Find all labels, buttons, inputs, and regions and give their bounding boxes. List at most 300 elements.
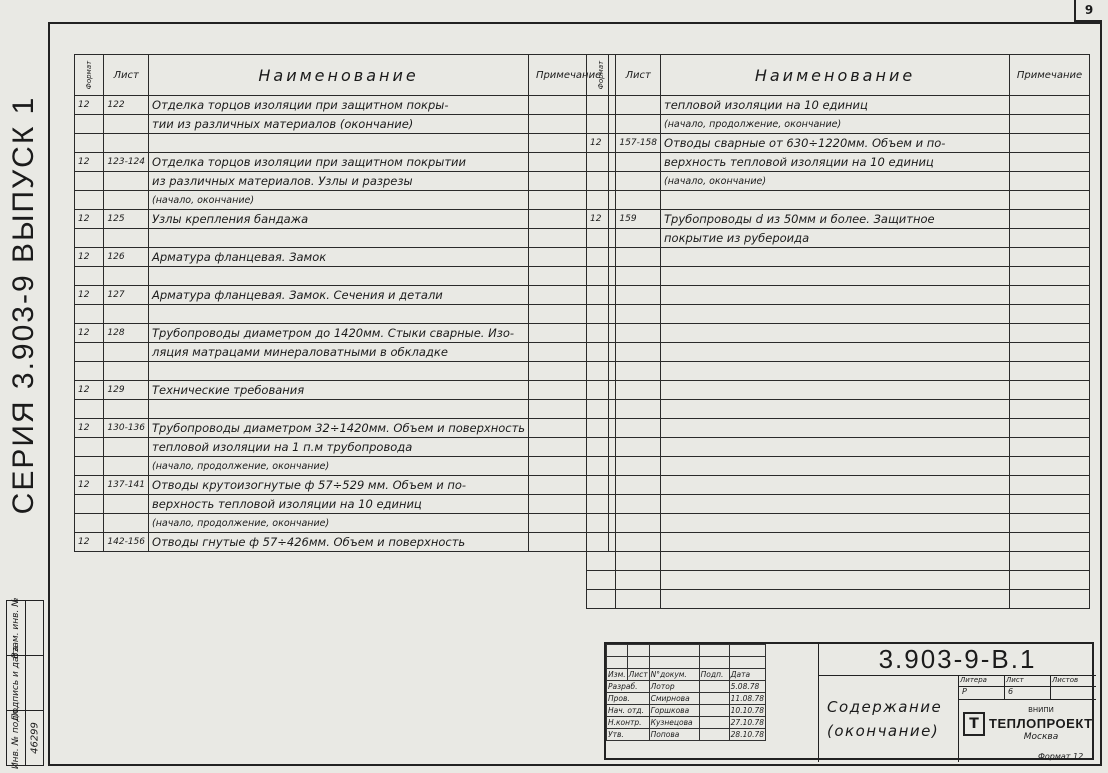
sig-person: Кузнецова (649, 717, 699, 729)
row-sheet (104, 229, 149, 248)
stamp-vzam: Взам. инв. № (7, 601, 43, 656)
table-row (587, 172, 1090, 191)
row-name (661, 495, 1010, 514)
row-format (587, 476, 616, 495)
title-block (604, 642, 1094, 760)
row-sheet (104, 191, 149, 210)
row-format (587, 229, 616, 248)
row-format (75, 134, 104, 153)
row-sheet (616, 552, 661, 571)
row-sheet (616, 248, 661, 267)
row-sheet (616, 533, 661, 552)
sig-date: 28.10.78 (730, 730, 765, 739)
sig-cell (729, 657, 765, 669)
row-name: Отводы крутоизогнутые ф 57÷529 мм. Объем и по- (149, 476, 529, 495)
table-row (587, 533, 1090, 552)
table-row (587, 419, 1090, 438)
row-sheet (104, 267, 149, 286)
row-sheet (104, 457, 149, 476)
row-format (587, 533, 616, 552)
row-sheet (616, 343, 661, 362)
table-row (587, 248, 1090, 267)
row-name (661, 343, 1010, 362)
row-name (661, 552, 1010, 571)
row-name (661, 419, 1010, 438)
row-name (661, 457, 1010, 476)
sig-cell (607, 657, 628, 669)
row-sheet (104, 134, 149, 153)
row-format (587, 153, 616, 172)
row-note (1010, 476, 1090, 495)
row-format (587, 381, 616, 400)
stage-block (958, 676, 1096, 762)
row-name: верхность тепловой изоляции на 10 единиц (149, 495, 529, 514)
row-name: ляция матрацами минераловатными в обкладке (149, 343, 529, 362)
table-row (75, 343, 609, 362)
title-line-2: (окончание) (827, 722, 940, 740)
sig-person: Попова (649, 729, 699, 741)
row-sheet: 125 (104, 210, 149, 229)
table-row (587, 153, 1090, 172)
row-format (587, 552, 616, 571)
row-name (661, 438, 1010, 457)
sig-header-cell: N°докум. (649, 669, 699, 681)
stage-value: Р (959, 687, 1005, 699)
row-note (1010, 286, 1090, 305)
row-sheet (616, 115, 661, 134)
side-label (0, 90, 48, 520)
row-sheet: 159 (616, 210, 661, 229)
row-note (1010, 324, 1090, 343)
row-format: 12 (75, 419, 104, 438)
row-note (1010, 343, 1090, 362)
table-row (587, 400, 1090, 419)
table-row (75, 96, 609, 115)
row-name: из различных материалов. Узлы и разрезы (149, 172, 529, 191)
row-name (149, 229, 529, 248)
row-format (587, 457, 616, 476)
row-format: 12 (75, 324, 104, 343)
row-format: 12 (75, 533, 104, 552)
row-format: 12 (75, 286, 104, 305)
sig-role: Нач. отд. (607, 705, 650, 717)
row-format (587, 362, 616, 381)
row-note (1010, 172, 1090, 191)
table-row (587, 305, 1090, 324)
table-row (75, 495, 609, 514)
table-row (75, 400, 609, 419)
row-name (661, 571, 1010, 590)
row-note (1010, 267, 1090, 286)
left-stamp (6, 597, 44, 769)
table-row (587, 115, 1090, 134)
row-sheet (616, 457, 661, 476)
table-row (587, 286, 1090, 305)
row-sheet (616, 438, 661, 457)
row-name: (начало, продолжение, окончание) (149, 514, 529, 533)
col-note: Примечание (529, 55, 609, 96)
sig-cell (649, 657, 699, 669)
row-format: 12 (75, 248, 104, 267)
row-note (1010, 552, 1090, 571)
row-format: 12 (75, 96, 104, 115)
row-name: верхность тепловой изоляции на 10 единиц (661, 153, 1010, 172)
row-sheet (616, 419, 661, 438)
row-note (1010, 438, 1090, 457)
sig-cell (729, 645, 765, 657)
sig-cell (649, 645, 699, 657)
row-format (587, 248, 616, 267)
table-row (587, 514, 1090, 533)
row-sheet: 122 (104, 96, 149, 115)
sig-role: Н.контр. (607, 717, 650, 729)
row-format (587, 438, 616, 457)
org-name: ТЕПЛОПРОЕКТ (989, 716, 1093, 731)
org-prefix: ВНИПИ (1028, 706, 1054, 714)
row-name: Технические требования (149, 381, 529, 400)
row-note (1010, 229, 1090, 248)
row-format (75, 495, 104, 514)
row-name: тепловой изоляции на 1 п.м трубопровода (149, 438, 529, 457)
col-name: Наименование (149, 55, 529, 96)
row-name (661, 400, 1010, 419)
table-row (75, 419, 609, 438)
row-sheet (616, 590, 661, 609)
row-format (587, 590, 616, 609)
table-row (587, 438, 1090, 457)
sig-header-cell: Подп. (699, 669, 729, 681)
row-name (661, 381, 1010, 400)
row-note (1010, 571, 1090, 590)
table-row (587, 96, 1090, 115)
row-sheet (104, 362, 149, 381)
sig-date: 27.10.78 (730, 718, 765, 727)
row-format (587, 419, 616, 438)
row-sheet (616, 305, 661, 324)
table-row (587, 571, 1090, 590)
row-note (1010, 419, 1090, 438)
row-note (1010, 514, 1090, 533)
sig-role: Разраб. (607, 681, 650, 693)
row-name (661, 286, 1010, 305)
row-format (75, 457, 104, 476)
row-note (1010, 191, 1090, 210)
series-label: СЕРИЯ 3.903-9 ВЫПУСК 1 (7, 95, 40, 515)
row-sheet (104, 343, 149, 362)
row-name (661, 305, 1010, 324)
row-format: 12 (587, 134, 616, 153)
row-format (75, 362, 104, 381)
row-format (75, 438, 104, 457)
table-row (75, 248, 609, 267)
row-format: 12 (75, 381, 104, 400)
table-row (75, 134, 609, 153)
row-format (587, 191, 616, 210)
signature-table (606, 644, 766, 741)
table-row (587, 552, 1090, 571)
row-name (149, 305, 529, 324)
table-row (587, 590, 1090, 609)
row-name: Трубопроводы диаметром до 1420мм. Стыки сварные. Изо- (149, 324, 529, 343)
row-name: Узлы крепления бандажа (149, 210, 529, 229)
row-name: тии из различных материалов (окончание) (149, 115, 529, 134)
col-note: Примечание (1010, 55, 1090, 96)
row-sheet (104, 172, 149, 191)
sig-date: 5.08.78 (729, 681, 765, 693)
row-format (587, 324, 616, 343)
row-sheet (104, 438, 149, 457)
table-row (587, 457, 1090, 476)
row-name: (начало, продолжение, окончание) (149, 457, 529, 476)
sig-cell (607, 645, 628, 657)
sig-person: Горшкова (649, 705, 699, 717)
row-format (587, 571, 616, 590)
table-row (75, 172, 609, 191)
table-row (75, 153, 609, 172)
sig-person: Смирнова (649, 693, 699, 705)
row-sheet (616, 191, 661, 210)
col-name: Наименование (661, 55, 1010, 96)
sheet-title (818, 676, 958, 762)
table-row (75, 476, 609, 495)
table-row (75, 115, 609, 134)
row-format (587, 115, 616, 134)
row-sheet: 128 (104, 324, 149, 343)
row-sheet (616, 153, 661, 172)
row-sheet (616, 324, 661, 343)
table-row (75, 362, 609, 381)
row-sheet (104, 514, 149, 533)
org-city: Москва (1023, 732, 1059, 742)
table-row (75, 286, 609, 305)
row-note (1010, 400, 1090, 419)
row-note (1010, 248, 1090, 267)
stamp-inv: Инв. № подл. 46299 (11, 706, 41, 769)
table-row (587, 229, 1090, 248)
row-name: Трубопроводы диаметром 32÷1420мм. Объем и поверхность (149, 419, 529, 438)
row-sheet (104, 495, 149, 514)
table-row (587, 362, 1090, 381)
table-row (75, 229, 609, 248)
row-name: покрытие из рубероида (661, 229, 1010, 248)
row-note (1010, 381, 1090, 400)
row-sheet: 142-156 (104, 533, 149, 552)
row-format (75, 172, 104, 191)
sheet-label: Лист (1005, 676, 1051, 686)
col-format: Формат (587, 55, 616, 96)
row-format: 12 (75, 476, 104, 495)
row-sheet (104, 305, 149, 324)
table-row (587, 191, 1090, 210)
page-number: 9 (1074, 0, 1102, 22)
sig-signature (699, 693, 729, 705)
sig-signature (699, 729, 729, 741)
row-name: (начало, продолжение, окончание) (661, 115, 1010, 134)
sig-cell (699, 645, 729, 657)
row-sheet (616, 400, 661, 419)
table-row (75, 457, 609, 476)
document-code: 3.903-9-В.1 (818, 644, 1096, 676)
row-note (1010, 533, 1090, 552)
table-row (75, 305, 609, 324)
row-format (75, 229, 104, 248)
row-sheet (616, 495, 661, 514)
row-sheet (616, 267, 661, 286)
row-note (1010, 305, 1090, 324)
row-format (75, 343, 104, 362)
row-format (587, 495, 616, 514)
stamp-sign: Подпись и дата (7, 656, 43, 711)
sig-signature (699, 717, 729, 729)
row-sheet: 157-158 (616, 134, 661, 153)
sig-cell (699, 657, 729, 669)
table-row (587, 267, 1090, 286)
row-format (587, 514, 616, 533)
row-note (1010, 153, 1090, 172)
row-name (149, 134, 529, 153)
row-sheet (616, 362, 661, 381)
row-format: 12 (75, 153, 104, 172)
sig-person: Лотор (649, 681, 699, 693)
row-format (75, 305, 104, 324)
row-name (149, 362, 529, 381)
row-format (587, 400, 616, 419)
sheet-value: 6 (1005, 687, 1051, 699)
table-row (587, 381, 1090, 400)
row-name: Трубопроводы d из 50мм и более. Защитное (661, 210, 1010, 229)
row-sheet: 130-136 (104, 419, 149, 438)
row-format (587, 286, 616, 305)
row-note (1010, 457, 1090, 476)
row-name (661, 267, 1010, 286)
table-row (75, 267, 609, 286)
sig-header-cell: Лист (628, 670, 648, 679)
row-sheet (616, 571, 661, 590)
row-format (587, 343, 616, 362)
row-name (661, 248, 1010, 267)
organization (963, 704, 1093, 744)
row-name (661, 533, 1010, 552)
sheets-label: Листов (1052, 676, 1079, 684)
row-sheet: 127 (104, 286, 149, 305)
row-sheet (616, 172, 661, 191)
row-note (1010, 495, 1090, 514)
table-row (75, 210, 609, 229)
row-name: (начало, окончание) (661, 172, 1010, 191)
row-name: Арматура фланцевая. Замок (149, 248, 529, 267)
row-sheet (616, 286, 661, 305)
row-sheet: 129 (104, 381, 149, 400)
row-sheet: 137-141 (104, 476, 149, 495)
row-name (661, 191, 1010, 210)
contents-table-right (586, 54, 1090, 609)
format-label: Формат 12 (1038, 752, 1084, 761)
sig-date: 11.08.78 (730, 694, 765, 703)
sig-role: Утв. (607, 729, 650, 741)
row-name (661, 362, 1010, 381)
row-name (661, 514, 1010, 533)
row-format (75, 267, 104, 286)
contents-table-left (74, 54, 609, 552)
stage-label: Литера (959, 676, 1005, 686)
table-row (587, 343, 1090, 362)
row-format (587, 96, 616, 115)
col-sheet: Лист (616, 55, 661, 96)
sheets-value (1051, 687, 1096, 699)
row-sheet (104, 115, 149, 134)
table-row (75, 324, 609, 343)
row-sheet (616, 476, 661, 495)
row-name (661, 590, 1010, 609)
row-sheet (616, 514, 661, 533)
row-note (1010, 134, 1090, 153)
table-row (75, 514, 609, 533)
col-format: Формат (75, 55, 104, 96)
row-sheet: 123-124 (104, 153, 149, 172)
title-line-1: Содержание (827, 698, 943, 716)
row-sheet (616, 96, 661, 115)
row-note (1010, 362, 1090, 381)
table-row (587, 210, 1090, 229)
row-format: 12 (75, 210, 104, 229)
row-name: тепловой изоляции на 10 единиц (661, 96, 1010, 115)
row-format (75, 191, 104, 210)
sig-role: Пров. (607, 693, 650, 705)
row-sheet (104, 400, 149, 419)
sig-date: 10.10.78 (730, 706, 765, 715)
row-format (587, 267, 616, 286)
row-name: Арматура фланцевая. Замок. Сечения и детали (149, 286, 529, 305)
row-name: (начало, окончание) (149, 191, 529, 210)
row-sheet (616, 229, 661, 248)
row-format (75, 514, 104, 533)
sig-signature (699, 681, 729, 693)
org-logo-icon: Т (963, 712, 985, 736)
row-name: Отделка торцов изоляции при защитном покры- (149, 96, 529, 115)
row-sheet (616, 381, 661, 400)
col-sheet: Лист (104, 55, 149, 96)
row-name (149, 400, 529, 419)
table-row (75, 533, 609, 552)
row-name: Отводы гнутые ф 57÷426мм. Объем и поверхность (149, 533, 529, 552)
table-row (75, 438, 609, 457)
row-format (587, 305, 616, 324)
row-name (661, 324, 1010, 343)
row-note (1010, 115, 1090, 134)
row-name (149, 267, 529, 286)
sig-header-cell: Изм. (608, 670, 626, 679)
table-row (75, 381, 609, 400)
sig-header-cell: Дата (729, 669, 765, 681)
sig-cell (627, 657, 649, 669)
row-format: 12 (587, 210, 616, 229)
row-note (1010, 96, 1090, 115)
row-format (75, 400, 104, 419)
table-row (75, 191, 609, 210)
row-note (1010, 210, 1090, 229)
row-note (1010, 590, 1090, 609)
sig-signature (699, 705, 729, 717)
table-row (587, 476, 1090, 495)
table-row (587, 324, 1090, 343)
row-name: Отделка торцов изоляции при защитном покрытии (149, 153, 529, 172)
table-row (587, 495, 1090, 514)
row-name (661, 476, 1010, 495)
row-format (75, 115, 104, 134)
row-sheet: 126 (104, 248, 149, 267)
table-row (587, 134, 1090, 153)
row-name: Отводы сварные от 630÷1220мм. Объем и по- (661, 134, 1010, 153)
